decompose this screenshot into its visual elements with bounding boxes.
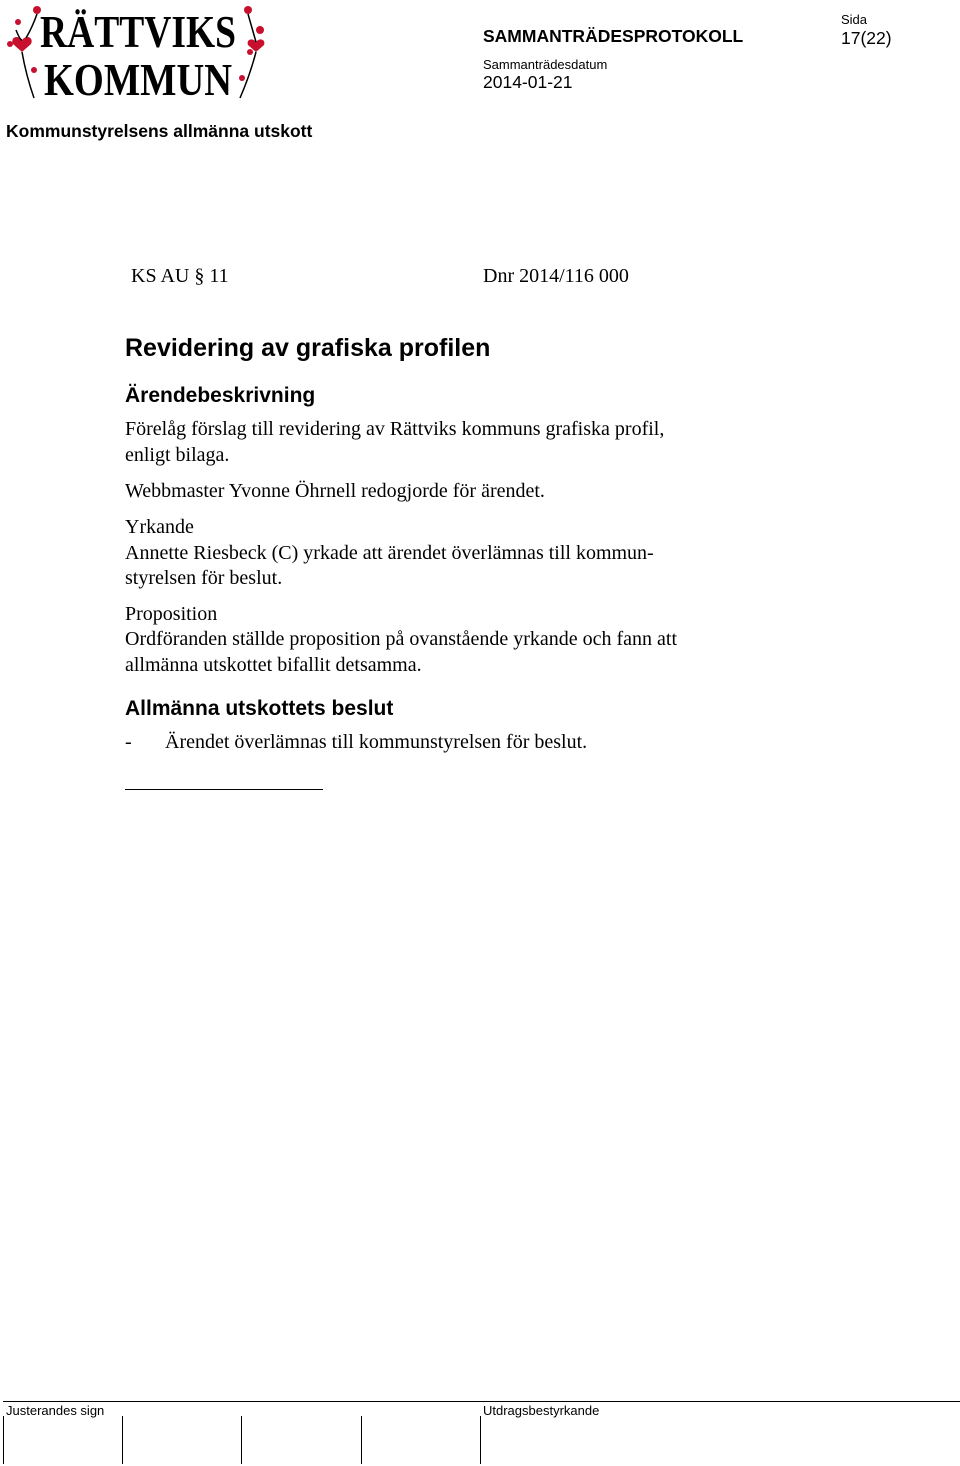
signature-box-divider [241, 1416, 242, 1464]
paragraph-reference: KS AU § 11 [131, 265, 229, 287]
page-number: 17(22) [841, 28, 892, 48]
utdragsbestyrkande-label: Utdragsbestyrkande [483, 1403, 600, 1418]
description-line: enligt bilaga. [125, 444, 230, 466]
yrkande-line: Annette Riesbeck (C) yrkade att ärendet överlämnas till kommun- [125, 542, 654, 564]
decision-bullet: - [125, 731, 132, 753]
signature-box-divider [480, 1416, 481, 1464]
end-divider [125, 789, 323, 790]
signature-box-divider [3, 1416, 4, 1464]
rattviks-kommun-logo [4, 0, 272, 102]
committee-name: Kommunstyrelsens allmänna utskott [6, 121, 313, 141]
proposition-label: Proposition [125, 603, 218, 625]
signature-box-divider [361, 1416, 362, 1464]
description-heading: Ärendebeskrivning [125, 384, 316, 407]
justerandes-sign-label: Justerandes sign [6, 1403, 105, 1418]
logo-text-kommun: KOMMUN [44, 54, 232, 102]
proposition-line: allmänna utskottet bifallit detsamma. [125, 654, 422, 676]
footer-divider [3, 1401, 960, 1402]
description-line: Förelåg förslag till revidering av Rättviks kommuns grafiska profil, [125, 418, 665, 440]
dnr-reference: Dnr 2014/116 000 [483, 265, 629, 287]
decision-item: Ärendet överlämnas till kommunstyrelsen för beslut. [165, 731, 588, 753]
document-type: SAMMANTRÄDESPROTOKOLL [483, 26, 744, 46]
yrkande-label: Yrkande [125, 516, 194, 538]
signature-box-divider [122, 1416, 123, 1464]
logo-text-rattviks: RÄTTVIKS [40, 6, 236, 57]
yrkande-line: styrelsen för beslut. [125, 567, 283, 589]
webmaster-statement: Webbmaster Yvonne Öhrnell redogjorde för ärendet. [125, 480, 545, 502]
page-label: Sida [841, 12, 868, 27]
meeting-date-label: Sammanträdesdatum [483, 57, 608, 72]
proposition-line: Ordföranden ställde proposition på ovanstående yrkande och fann att [125, 628, 678, 650]
item-title: Revidering av grafiska profilen [125, 334, 491, 362]
meeting-date: 2014-01-21 [483, 72, 573, 92]
decision-heading: Allmänna utskottets beslut [125, 697, 394, 720]
